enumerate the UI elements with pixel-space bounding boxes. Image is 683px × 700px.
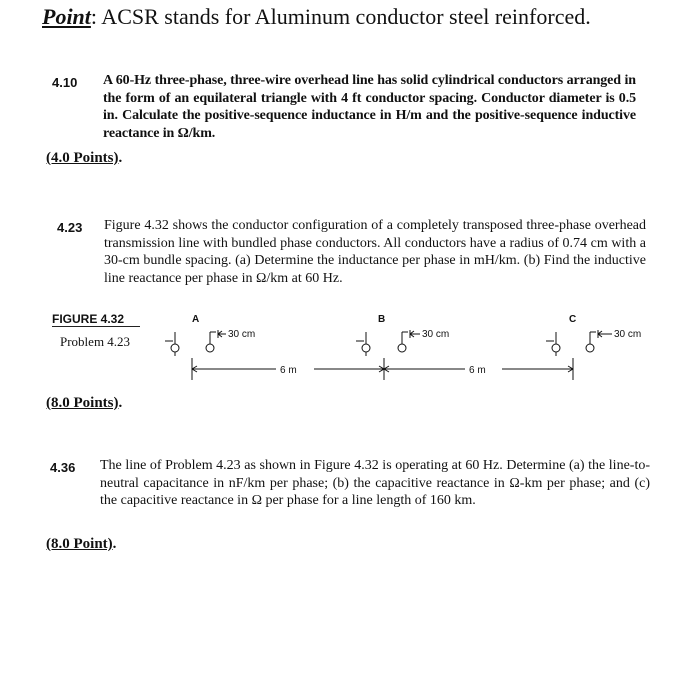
bundle-b: [356, 330, 420, 356]
conductor-a2: [206, 344, 214, 352]
phase-spacing-dimension: [192, 358, 573, 380]
problem-number: 4.10: [52, 75, 78, 90]
bundle-a: [165, 330, 226, 356]
points-label: (8.0 Points).: [46, 395, 123, 411]
phase-label-c: C: [569, 314, 577, 325]
bundle-c: [546, 330, 612, 356]
bundle-spacing-label-b: 30 cm: [422, 329, 450, 340]
conductor-c1: [552, 344, 560, 352]
point-label: Point: [42, 4, 91, 29]
problem-text: Figure 4.32 shows the conductor configuration of a completely transposed three-phase overhead transmission line with bundled phase conductors. All conductors have a radius of 0.74 cm with a 30-cm bundle spacing. (a) Determine the inductance per phase in mH/km. (b) Find the inductive line reactance per phase in Ω/km at 60 Hz.: [104, 218, 646, 286]
problem-number: 4.23: [57, 220, 83, 235]
problem-text: A 60-Hz three-phase, three-wire overhead line has solid cylindrical conductors arranged in the form of an equilateral triangle with 4 ft conductor spacing. Conductor diameter is 0.5 in. Calculate the positive-sequence inductance in H/m and the positive-sequence inductive reactance in Ω/km.: [103, 73, 636, 141]
conductor-b1: [362, 344, 370, 352]
points-label: (4.0 Points).: [46, 150, 123, 166]
conductor-b2: [398, 344, 406, 352]
phase-spacing-label-bc: 6 m: [469, 365, 486, 376]
phase-spacing-label-ab: 6 m: [280, 365, 297, 376]
figure-label: FIGURE 4.32: [52, 312, 125, 326]
bundle-spacing-label-c: 30 cm: [614, 329, 642, 340]
phase-label-b: B: [378, 314, 386, 325]
point-title: [42, 4, 591, 30]
figure-divider: [52, 326, 140, 327]
figure-caption: Problem 4.23: [60, 334, 131, 349]
point-text: : ACSR stands for Aluminum conductor steel reinforced.: [90, 4, 591, 29]
bundle-spacing-label-a: 30 cm: [228, 329, 256, 340]
problem-number: 4.36: [50, 460, 76, 475]
conductor-a1: [171, 344, 179, 352]
phase-label-a: A: [192, 314, 200, 325]
conductor-figure: [140, 308, 680, 388]
points-label: (8.0 Point).: [46, 536, 117, 552]
problem-text: The line of Problem 4.23 as shown in Figure 4.32 is operating at 60 Hz. Determine (a) the line-to-neutral capacitance in nF/km per phase; (b) the capacitive reactance in Ω-km per phase; and (c) the capacitive reactance in Ω per phase for a line length of 160 km.: [100, 458, 650, 508]
conductor-c2: [586, 344, 594, 352]
